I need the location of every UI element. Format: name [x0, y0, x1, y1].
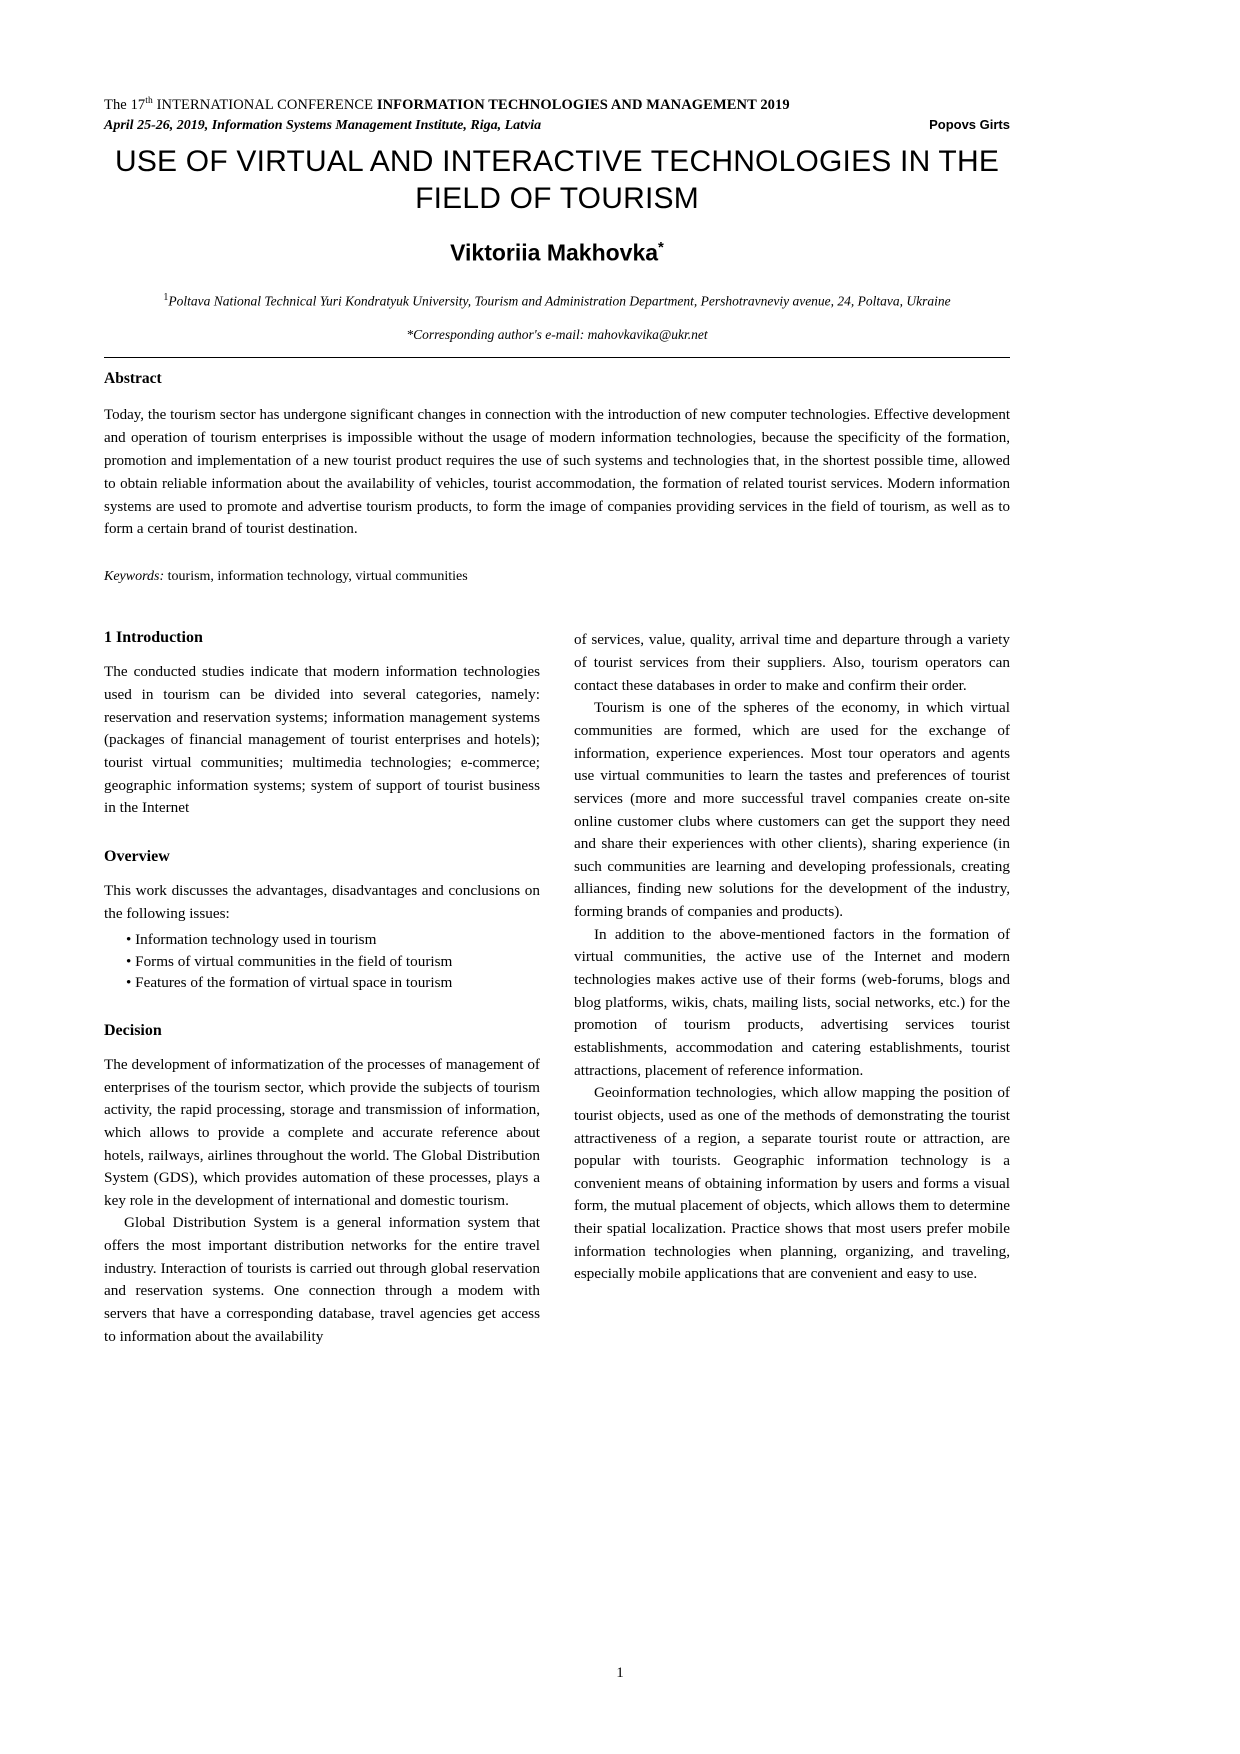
keywords-line	[104, 567, 1010, 587]
decision-paragraph-1: The development of informatization of the processes of management of enterprises of the tourism sector, which provide the subjects of tourism activity, the rapid processing, storage and transmission of information, which allows to provide a complete and accurate reference about hotels, railways, airlines throughout the world. The Global Distribution System (GDS), which provides automation of these processes, plays a key role in the development of international and domestic tourism.	[104, 1055, 540, 1209]
list-item: • Forms of virtual communities in the field of tourism	[126, 951, 540, 973]
overview-bullet-list	[104, 929, 540, 994]
author-list	[104, 239, 1010, 267]
right-column	[574, 629, 1010, 1348]
abstract-text: Today, the tourism sector has undergone significant changes in connection with the introduction of new computer technologies. Effective development and operation of tourism enterprises is impossible without the usage of modern information technologies, because the specificity of the formation, promotion and implementation of a new tourist product requires the use of such systems and technologies that, in the shortest possible time, allowed to obtain reliable information about the availability of vehicles, tourist accommodation, the formation of related tourist services. Modern information systems are used to promote and advertise tourism products, to form the image of companies providing services in the field of tourism, as well as to form a certain brand of tourist destination.	[104, 407, 1010, 538]
running-head-line-1	[104, 96, 1010, 114]
affiliation	[104, 291, 1010, 311]
right-paragraph-1: of services, value, quality, arrival time and departure through a variety of tourist services from their suppliers. Also, tourism operators can contact these databases in order to make and confirm their order.	[574, 631, 1010, 694]
abstract-heading: Abstract	[104, 370, 162, 388]
header-divider	[104, 357, 1010, 358]
author-corresponding-marker: *	[658, 239, 664, 257]
corresponding-author-email: *Corresponding author's e-mail: mahovkavika@ukr.net	[406, 327, 708, 343]
affiliation-text: Poltava National Technical Yuri Kondratyuk University, Tourism and Administration Department, Pershotravneviy avenue, 24, Poltava, Ukraine	[168, 293, 951, 309]
left-column	[104, 629, 540, 1348]
decision-paragraph-2: Global Distribution System is a general information system that offers the most important distribution networks for the entire travel industry. Interaction of tourists is carried out through global reservation and reservation systems. One connection through a modem with servers that have a corresponding database, travel agencies get access to information about the availability	[104, 1214, 540, 1345]
section-heading-introduction: 1 Introduction	[104, 629, 203, 647]
affiliation-marker: 1	[163, 291, 169, 303]
introduction-paragraph: The conducted studies indicate that modern information technologies used in tourism can be divided into several categories, namely: reservation and reservation systems; information management systems (packages of financial management of tourist enterprises and hotels); tourist virtual communities; multimedia technologies; e-commerce; geographic information systems; system of support of tourist business in the Internet	[104, 663, 540, 817]
right-paragraph-2: Tourism is one of the spheres of the economy, in which virtual communities are formed, which are used for the exchange of information, experience experiences. Most tour operators and agents use virtual communities to learn the tastes and preferences of tourist services (more and more successful travel companies create on-site online customer clubs where customers can get the support they need and share their experiences with other clients), sharing experience (in such communities are learning and developing professionals, creating alliances, finding new solutions for the development of the industry, forming brands of companies and products).	[574, 699, 1010, 921]
author-name: Viktoriia Makhovka	[450, 239, 659, 266]
section-heading-decision: Decision	[104, 1021, 162, 1039]
running-head-line-2	[104, 117, 1010, 134]
running-head-conference-name: INFORMATION TECHNOLOGIES AND MANAGEMENT 2019	[376, 97, 790, 113]
right-paragraph-4: Geoinformation technologies, which allow mapping the position of tourist objects, used as one of the methods of demonstrating the tourist attractiveness of a region, a separate tourist route or attraction, are popular with tourists. Geographic information technology is a convenient means of obtaining information by users and forms a visual form, the mutual placement of objects, which allows them to determine their spatial localization. Practice shows that most users prefer mobile information technologies when planning, organizing, and traveling, especially mobile applications that are convenient and easy to use.	[574, 1084, 1010, 1283]
running-head-prefix: The 17	[104, 97, 146, 113]
running-head-ordinal-sup: th	[145, 96, 153, 107]
list-item: • Information technology used in tourism	[126, 929, 540, 951]
list-item: • Features of the formation of virtual space in tourism	[126, 972, 540, 994]
section-heading-overview: Overview	[104, 847, 170, 865]
paper-title: USE OF VIRTUAL AND INTERACTIVE TECHNOLOGIES IN THE FIELD OF TOURISM	[114, 145, 1000, 215]
right-paragraph-3: In addition to the above-mentioned factors in the formation of virtual communities, the active use of the Internet and modern technologies makes active use of their forms (web-forums, blogs and blog platforms, wikis, chats, mailing lists, social networks, etc.) for the promotion of tourism products, advertising services tourist establishments, accommodation and catering establishments, tourist attractions, placement of reference information.	[574, 925, 1010, 1079]
keywords-value: tourism, information technology, virtual communities	[164, 569, 468, 585]
running-head-venue: April 25-26, 2019, Information Systems Management Institute, Riga, Latvia	[104, 118, 542, 134]
page-number: 1	[616, 1665, 624, 1681]
running-head-middle: INTERNATIONAL CONFERENCE	[152, 97, 377, 113]
keywords-label: Keywords:	[104, 569, 165, 585]
two-column-body	[104, 629, 1010, 1348]
page-content	[104, 96, 1010, 1348]
running-head-author: Popovs Girts	[929, 117, 1010, 133]
overview-paragraph: This work discusses the advantages, disadvantages and conclusions on the following issues:	[104, 881, 540, 922]
